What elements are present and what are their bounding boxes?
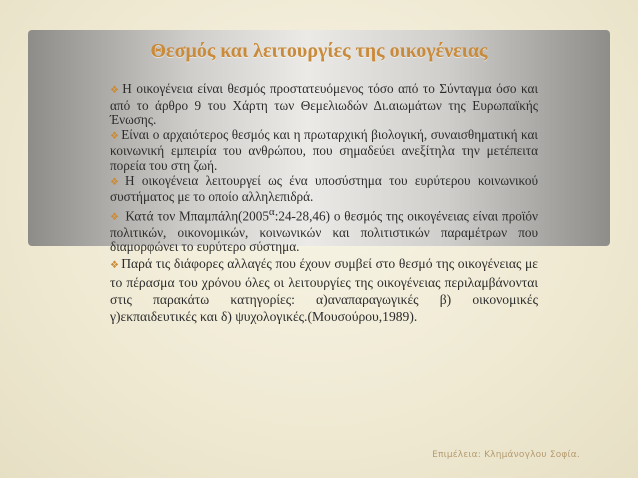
paragraph-1 — [110, 82, 538, 128]
paragraph-text: Είναι ο αρχαιότερος θεσμός και η πρωταρχική βιολογική, συναισθηματική και κοινωνική εμπειρία του ανθρώπου, που σημαδεύει ανεξίτηλα την μετέπειτα πορεία του στη ζωή. — [110, 126, 538, 173]
paragraph-text: Η οικογένεια είναι θεσμός προστατευόμενος τόσο από το Σύνταγμα όσο και από το άρθρο 9 του Χάρτη των Θεμελιωδών Δι.αιωμάτων της Ευρωπαϊκής Ένωσης. — [110, 81, 538, 128]
slide-title: Θεσμός και λειτουργίες της οικογένειας — [150, 40, 488, 62]
bullet-icon: ❖ — [110, 130, 120, 142]
paragraph-4 — [110, 205, 538, 255]
slide-content — [110, 82, 538, 325]
bullet-icon: ❖ — [110, 212, 120, 224]
paragraph-3 — [110, 174, 538, 205]
bullet-icon: ❖ — [110, 176, 123, 188]
paragraph-2 — [110, 128, 538, 174]
paragraph-text: Η οικογένεια λειτουργεί ως ένα υποσύστημα του ευρύτερου κοινωνικού συστήματος με το οποίο αλληλεπιδρά. — [110, 172, 538, 205]
superscript: α — [268, 205, 275, 218]
bullet-icon: ❖ — [110, 259, 120, 271]
paragraph-text-after: :24-28,46) ο θεσμός της οικογένειας είναι προϊόν πολιτικών, οικονομικών, κοινωνικών και πολιτιστικών παραμέτρων που διαμορφώνει το ευρύτερο σύστημα. — [110, 208, 538, 255]
paragraph-text: Παρά τις διάφορες αλλαγές που έχουν συμβεί στο θεσμό της οικογένειας με το πέρασμα του χρόνου όλες οι λειτουργίες της οικογένειας περιλαμβάνονται στις παρακάτω κατηγορίες: α)αναπαραγωγικές β) οικονομικές γ)εκπαιδευτικές και δ) ψυχολογικές.(Μουσούρου,1989). — [110, 255, 538, 324]
paragraph-text-before: Κατά τον Μπαμπάλη(2005 — [121, 208, 269, 224]
footer-credit: Επιμέλεια: Κλημάνογλου Σοφία. — [432, 450, 580, 460]
bullet-icon: ❖ — [110, 85, 121, 96]
paragraph-5 — [110, 255, 538, 325]
